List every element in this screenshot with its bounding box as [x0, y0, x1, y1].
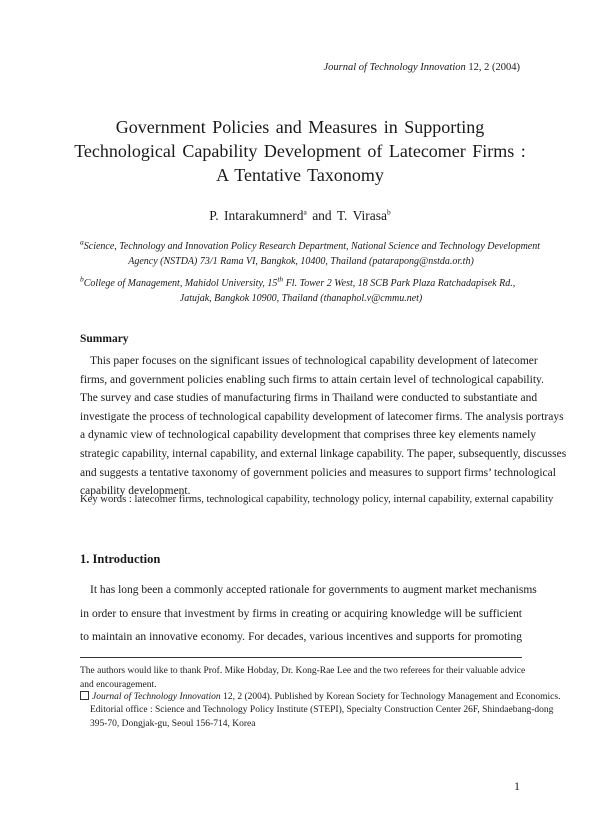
summary-line: strategic capability, internal capability, and external linkage capability. The paper, subsequently, discusses [80, 447, 567, 460]
affiliation-b-line1a: College of Management, Mahidol University, 15 [83, 278, 278, 289]
introduction-line: to maintain an innovative economy. For decades, various incentives and supports for promoting [80, 631, 522, 643]
affiliation-b-line1b: Fl. Tower 2 West, 18 SCB Park Plaza Ratchadapisek Rd., [283, 278, 516, 289]
author-2: T. Virasa [336, 208, 387, 223]
publication-line-2: Editorial office : Science and Technology Policy Institute (STEPI), Specialty Construction Center 26F, Shindaebang-dong [90, 705, 554, 716]
acknowledgement-footnote [80, 664, 526, 692]
introduction-paragraph [80, 579, 537, 650]
summary-line: This paper focuses on the significant issues of technological capability development of latecomer [90, 355, 538, 367]
affiliation-a-mark: a [80, 237, 84, 247]
summary-heading: Summary [80, 333, 129, 345]
journal-volume: 12, 2 (2004) [468, 62, 520, 73]
acknowledgement-line: and encouragement. [80, 680, 157, 690]
keywords [80, 494, 554, 505]
acknowledgement-line: The authors would like to thank Prof. Mike Hobday, Dr. Kong-Rae Lee and the two referees for their valuable advice [80, 666, 526, 676]
summary-paragraph [80, 352, 567, 501]
summary-line: firms, and government policies enabling such firms to attain certain level of technological capability. [80, 373, 544, 386]
summary-line: and suggests a tentative taxonomy of government policies and measures to support firms’ technological [80, 466, 556, 479]
summary-line: a dynamic view of technological capability development that comprises three key elements namely [80, 429, 537, 442]
publication-line-1: 12, 2 (2004). Published by Korean Society for Technology Management and Economics. [220, 692, 561, 702]
affiliation-a-line2: Agency (NSTDA) 73/1 Rama VI, Bangkok, 10400, Thailand (patarapong@nstda.or.th) [128, 256, 474, 267]
summary-line: investigate the process of technological capability development of latecomer firms. The analysis portrays [80, 410, 564, 423]
affiliation-b-mark: b [80, 274, 84, 284]
publication-footnote [80, 691, 561, 731]
affiliation-b-sup: th [277, 274, 284, 284]
introduction-heading: 1. Introduction [80, 552, 161, 566]
publication-line-3: 395-70, Dongjak-gu, Seoul 156-714, Korea [90, 718, 256, 729]
author-2-mark: b [387, 207, 391, 217]
author-1: P. Intarakumnerd [209, 208, 304, 223]
publication-journal-name: Journal of Technology Innovation [92, 692, 221, 702]
summary-line: capability development. [80, 485, 191, 498]
affiliation-b [80, 276, 522, 306]
checkbox-square-icon [80, 691, 89, 700]
summary-line: The survey and case studies of manufacturing firms in Thailand were conducted to substantiate and [80, 392, 538, 405]
footnote-divider [80, 657, 522, 658]
affiliation-a [80, 237, 541, 269]
author-conjunction: and [306, 208, 337, 223]
journal-name: Journal of Technology Innovation [323, 62, 466, 73]
affiliation-b-line2: Jatujak, Bangkok 10900, Thailand (thanaphol.v@cmmu.net) [179, 293, 423, 304]
title-line-1: Government Policies and Measures in Supporting [115, 117, 485, 137]
keywords-label: Key words : [80, 494, 135, 505]
author-list [0, 208, 600, 224]
journal-header [324, 62, 520, 73]
title-line-2: Technological Capability Development of Latecomer Firms : [74, 141, 526, 161]
paper-title [40, 115, 560, 187]
page-number: 1 [514, 779, 520, 793]
affiliation-a-line1: Science, Technology and Innovation Policy Research Department, National Science and Technology Development [83, 241, 541, 252]
introduction-line: in order to ensure that investment by firms in creating or acquiring knowledge will be sufficient [80, 607, 522, 620]
title-line-3: A Tentative Taxonomy [216, 165, 384, 185]
keywords-text: latecomer firms, technological capability, technology policy, internal capability, external capability [134, 494, 554, 505]
author-1-mark: a [303, 207, 307, 217]
introduction-line: It has long been a commonly accepted rationale for governments to augment market mechanisms [90, 584, 537, 596]
